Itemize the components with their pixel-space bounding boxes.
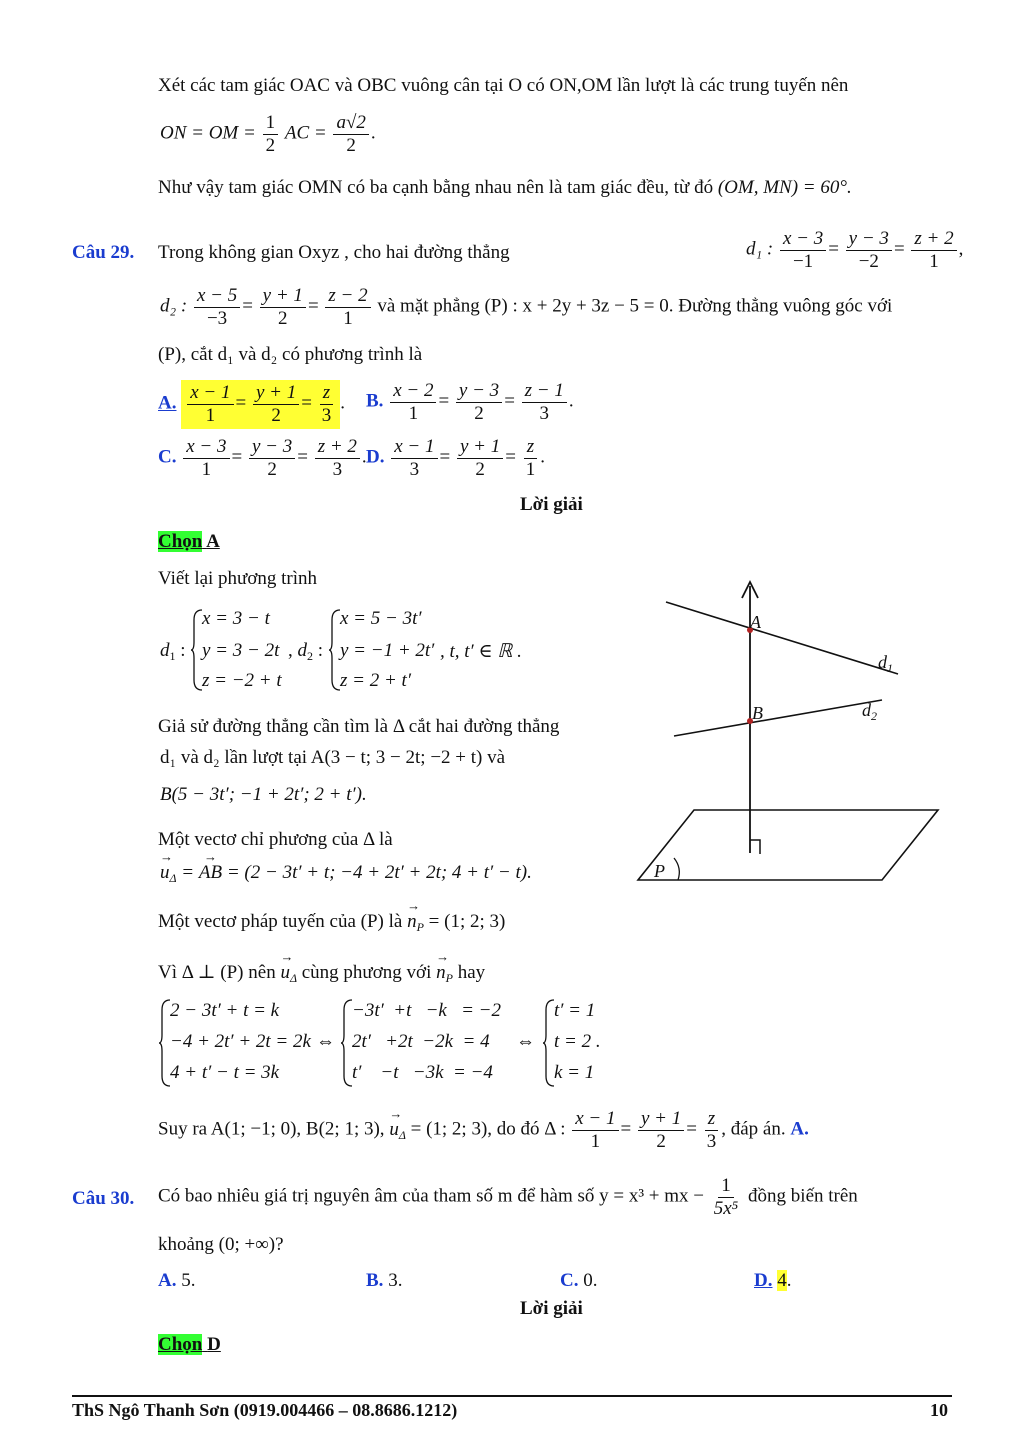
solution-title: Lời giải: [520, 494, 583, 515]
label-d2: $d_2$: [862, 700, 877, 723]
chosen-answer: Chọn A: [158, 531, 220, 552]
footer-author: ThS Ngô Thanh Sơn (0919.004466 – 08.8686.1212): [72, 1400, 458, 1420]
question-30-text-cont: khoảng (0; +∞)?: [158, 1234, 284, 1255]
solution-title: Lời giải: [520, 1298, 583, 1319]
option-c[interactable]: C. 0.: [560, 1270, 598, 1291]
label-b: B: [752, 703, 763, 723]
question-29-label: Câu 29.: [72, 242, 135, 263]
question-30-label: Câu 30.: [72, 1188, 135, 1209]
normal-vector: Một vectơ pháp tuyến của (P) là → $n_P = (1$; 2; 3): [158, 911, 505, 935]
right-angle-mark: [750, 840, 760, 854]
line-d2: [674, 700, 882, 736]
option-c[interactable]: C. $\frac{x - 3}{1}$ = $\frac{y - 3}{2}$ = $\frac{z + 2}{3}$ .: [158, 436, 367, 480]
final-result: Suy ra A(1; −1; 0), B(2; 1; 3), → $u_\Delta = (1$; 2; 3), do đó Δ : $\frac{x - 1}{1}$ = $\frac{y + 1}{2}$ = $\frac{z}{3}$ , đáp án. A.: [158, 1108, 809, 1153]
option-a[interactable]: A. $\frac{x - 1}{1}$ = $\frac{y + 1}{2}$ = $\frac{z}{3}$ .: [158, 380, 345, 429]
option-b[interactable]: B. $\frac{x - 2}{1}$ = $\frac{y - 3}{2}$ = $\frac{z - 1}{3}$ .: [366, 380, 574, 424]
d2-label: , $d_2$ :: [288, 640, 324, 663]
footer-rule: [72, 1395, 952, 1397]
equivalence-symbol: ⇔: [516, 1031, 535, 1052]
plane-p: [638, 810, 938, 880]
intro-line: Xét các tam giác OAC và OBC vuông cân tại O có ON,OM lần lượt là các trung tuyến nên: [158, 75, 849, 96]
perpendicular-condition: Vì Δ ⊥ (P) nên → $u_\Delta$ cùng phương với → $n_P$ hay: [158, 961, 485, 986]
option-a[interactable]: A. 5.: [158, 1270, 196, 1291]
line-d2-equation: d₂ : $\frac{x - 5}{-3}$ = $\frac{y + 1}{2}$ = $\frac{z - 2}{1}$ và mặt phẳng (P) : x + 2y + 3z − 5 = 0. Đường thẳng vuông góc với: [160, 285, 893, 329]
question-29-text: Trong không gian Oxyz , cho hai đường thẳng: [158, 242, 510, 263]
question-29-text-cont: (P), cắt d₁ và d₂ có phương trình là: [158, 344, 423, 365]
plane-angle-arc: [674, 858, 679, 880]
line-d1-equation: d₁ : $\frac{x - 3}{-1}$ = $\frac{y - 3}{-2}$ = $\frac{z + 2}{1}$ ,: [746, 228, 964, 272]
parameter-domain: , t, t′ ∈ ℝ .: [440, 641, 522, 662]
solution-step: Viết lại phương trình: [158, 568, 318, 589]
solution-step: d₁ và d₂ lần lượt tại A(3 − t; 3 − 2t; −2 + t) và: [160, 747, 506, 768]
question-30-text: Có bao nhiêu giá trị nguyên âm của tham số m để hàm số y = x³ + mx − $\frac{1}{\text{5x⁵}}$ đồng biến trên: [158, 1175, 858, 1219]
page-number: 10: [930, 1400, 948, 1420]
option-d[interactable]: D. 4.: [754, 1270, 792, 1291]
equivalence-symbol: ⇔: [316, 1031, 335, 1052]
label-d1: $d_1$: [878, 652, 893, 675]
option-d[interactable]: D. $\frac{x - 1}{3}$ = $\frac{y + 1}{2}$ = $\frac{z}{1}$ .: [366, 436, 545, 480]
solution-step: Một vectơ chỉ phương của Δ là: [158, 829, 393, 850]
direction-vector: → $u_\Delta$ = → AB = (2 − 3t′ + t; −4 + 2t′ + 2t; 4 + t′ − t).: [160, 862, 532, 886]
d1-label: $d_1$ :: [160, 640, 186, 663]
solution-step: Giả sử đường thẳng cần tìm là Δ cắt hai đường thẳng: [158, 716, 560, 737]
geometry-figure: [630, 578, 950, 888]
median-equation: ON = OM = $\frac{1}{2}$ AC = $\frac{a√2}{2}$ .: [160, 112, 376, 156]
option-b[interactable]: B. 3.: [366, 1270, 403, 1291]
equilateral-conclusion: Như vậy tam giác OMN có ba cạnh bằng nhau nên là tam giác đều, từ đó (OM, MN) = 60°.: [158, 177, 852, 198]
line-d1: [666, 602, 898, 674]
chosen-answer: Chọn D: [158, 1334, 221, 1355]
solution-step: B(5 − 3t′; −1 + 2t′; 2 + t′).: [160, 784, 367, 805]
label-p: P: [654, 861, 665, 881]
label-a: A: [750, 612, 761, 632]
